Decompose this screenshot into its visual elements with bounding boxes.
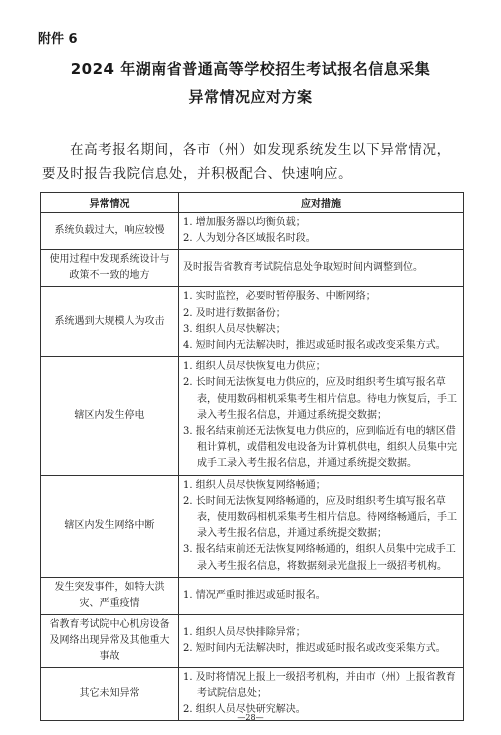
table-row: [41, 475, 464, 577]
measure-item: 1. 组织人员尽快恢复网络畅通；: [183, 479, 326, 491]
row-issue: 辖区内发生停电: [41, 357, 179, 475]
table-header-row: [41, 193, 464, 213]
row-measures: [179, 250, 464, 287]
table-row: [41, 287, 464, 357]
page-number: —28—: [237, 713, 264, 722]
row-issue: 使用过程中发现系统设计与政策不一致的地方: [41, 250, 179, 287]
row-measures: [179, 614, 464, 667]
measure-item: 2. 人为划分各区域报名时段。: [183, 233, 316, 245]
measure-item: 3. 组织人员尽快解决；: [183, 323, 286, 335]
row-issue: 系统负载过大，响应较慢: [41, 213, 179, 250]
table-row: [41, 357, 464, 475]
table-row: [41, 614, 464, 667]
intro-line2: 要及时报告我院信息处，并积极配合、快速响应。: [42, 166, 353, 182]
intro-paragraph: [42, 138, 466, 186]
header-issue: 异常情况: [41, 193, 179, 213]
document-title-line2: 异常情况应对方案: [188, 88, 313, 106]
attachment-label: 附件 6: [38, 32, 78, 47]
table-row: [41, 250, 464, 287]
table-row: [41, 213, 464, 250]
measure-item: 1. 增加服务器以均衡负载；: [183, 217, 306, 228]
measure-item: 2. 长时间无法恢复网络畅通的，应及时组织考生填写报名草表，使用数码相机采集考生相片信息。待网络畅通后，手工录入考生报名信息，并通过系统提交数据；: [183, 495, 457, 540]
measure-item: 3. 报名结束前还无法恢复网络畅通的，组织人员集中完成手工录入考生报名信息，将数据刻录光盘报上一级招考机构。: [183, 544, 456, 572]
document-title-line1: 2024 年湖南省普通高等学校招生考试报名信息采集: [70, 60, 431, 78]
measure-item: 1. 及时将情况上报上一级招考机构，并由市（州）上报省教育考试院信息处；: [183, 671, 456, 700]
measure-item: 2. 及时进行数据备份；: [183, 307, 286, 319]
row-issue: 辖区内发生网络中断: [41, 475, 179, 577]
measure-item: 1. 组织人员尽快恢复电力供应；: [183, 361, 326, 373]
row-measures: [179, 213, 464, 250]
measure-item: 1. 组织人员尽快排除异常；: [183, 626, 306, 638]
header-measures: 应对措施: [179, 193, 464, 213]
measure-item: 3. 报名结束前还无法恢复电力供应的，应到临近有电的辖区借租计算机，或借租发电设备为计算机供电，组织人员集中完成手工录入考生报名信息，并通过系统提交数据。: [183, 426, 457, 470]
row-measures: [179, 577, 464, 614]
row-issue: 发生突发事件，如特大洪灾、严重疫情: [41, 577, 179, 614]
contingency-table: [40, 192, 464, 721]
row-issue: 省教育考试院中心机房设备及网络出现异常及其他重大事故: [41, 614, 179, 667]
row-measures: [179, 287, 464, 357]
measure-item: 2. 短时间内无法解决时，推迟或延时报名或改变采集方式。: [183, 642, 446, 654]
measure-item: 及时报告省教育考试院信息处争取短时间内调整到位。: [183, 262, 423, 274]
measure-item: 1. 实时监控，必要时暂停服务、中断网络；: [183, 291, 376, 303]
measure-item: 2. 长时间无法恢复电力供应的，应及时组织考生填写报名草表，使用数码相机采集考生相片信息。待电力恢复后，手工录入考生报名信息，并通过系统提交数据；: [183, 377, 457, 421]
row-measures: [179, 475, 464, 577]
row-measures: [179, 357, 464, 475]
table-row: [41, 577, 464, 614]
row-issue: 系统遇到大规模人为攻击: [41, 287, 179, 357]
measure-item: 1. 情况严重时推迟或延时报名。: [183, 589, 326, 601]
row-issue: 其它未知异常: [41, 667, 179, 721]
intro-line1: 在高考报名期间，各市（州）如发现系统发生以下异常情况，: [70, 142, 451, 158]
measure-item: 2. 组织人员尽快研究解决。: [183, 704, 306, 716]
measure-item: 4. 短时间内无法解决时，推迟或延时报名或改变采集方式。: [183, 340, 446, 352]
